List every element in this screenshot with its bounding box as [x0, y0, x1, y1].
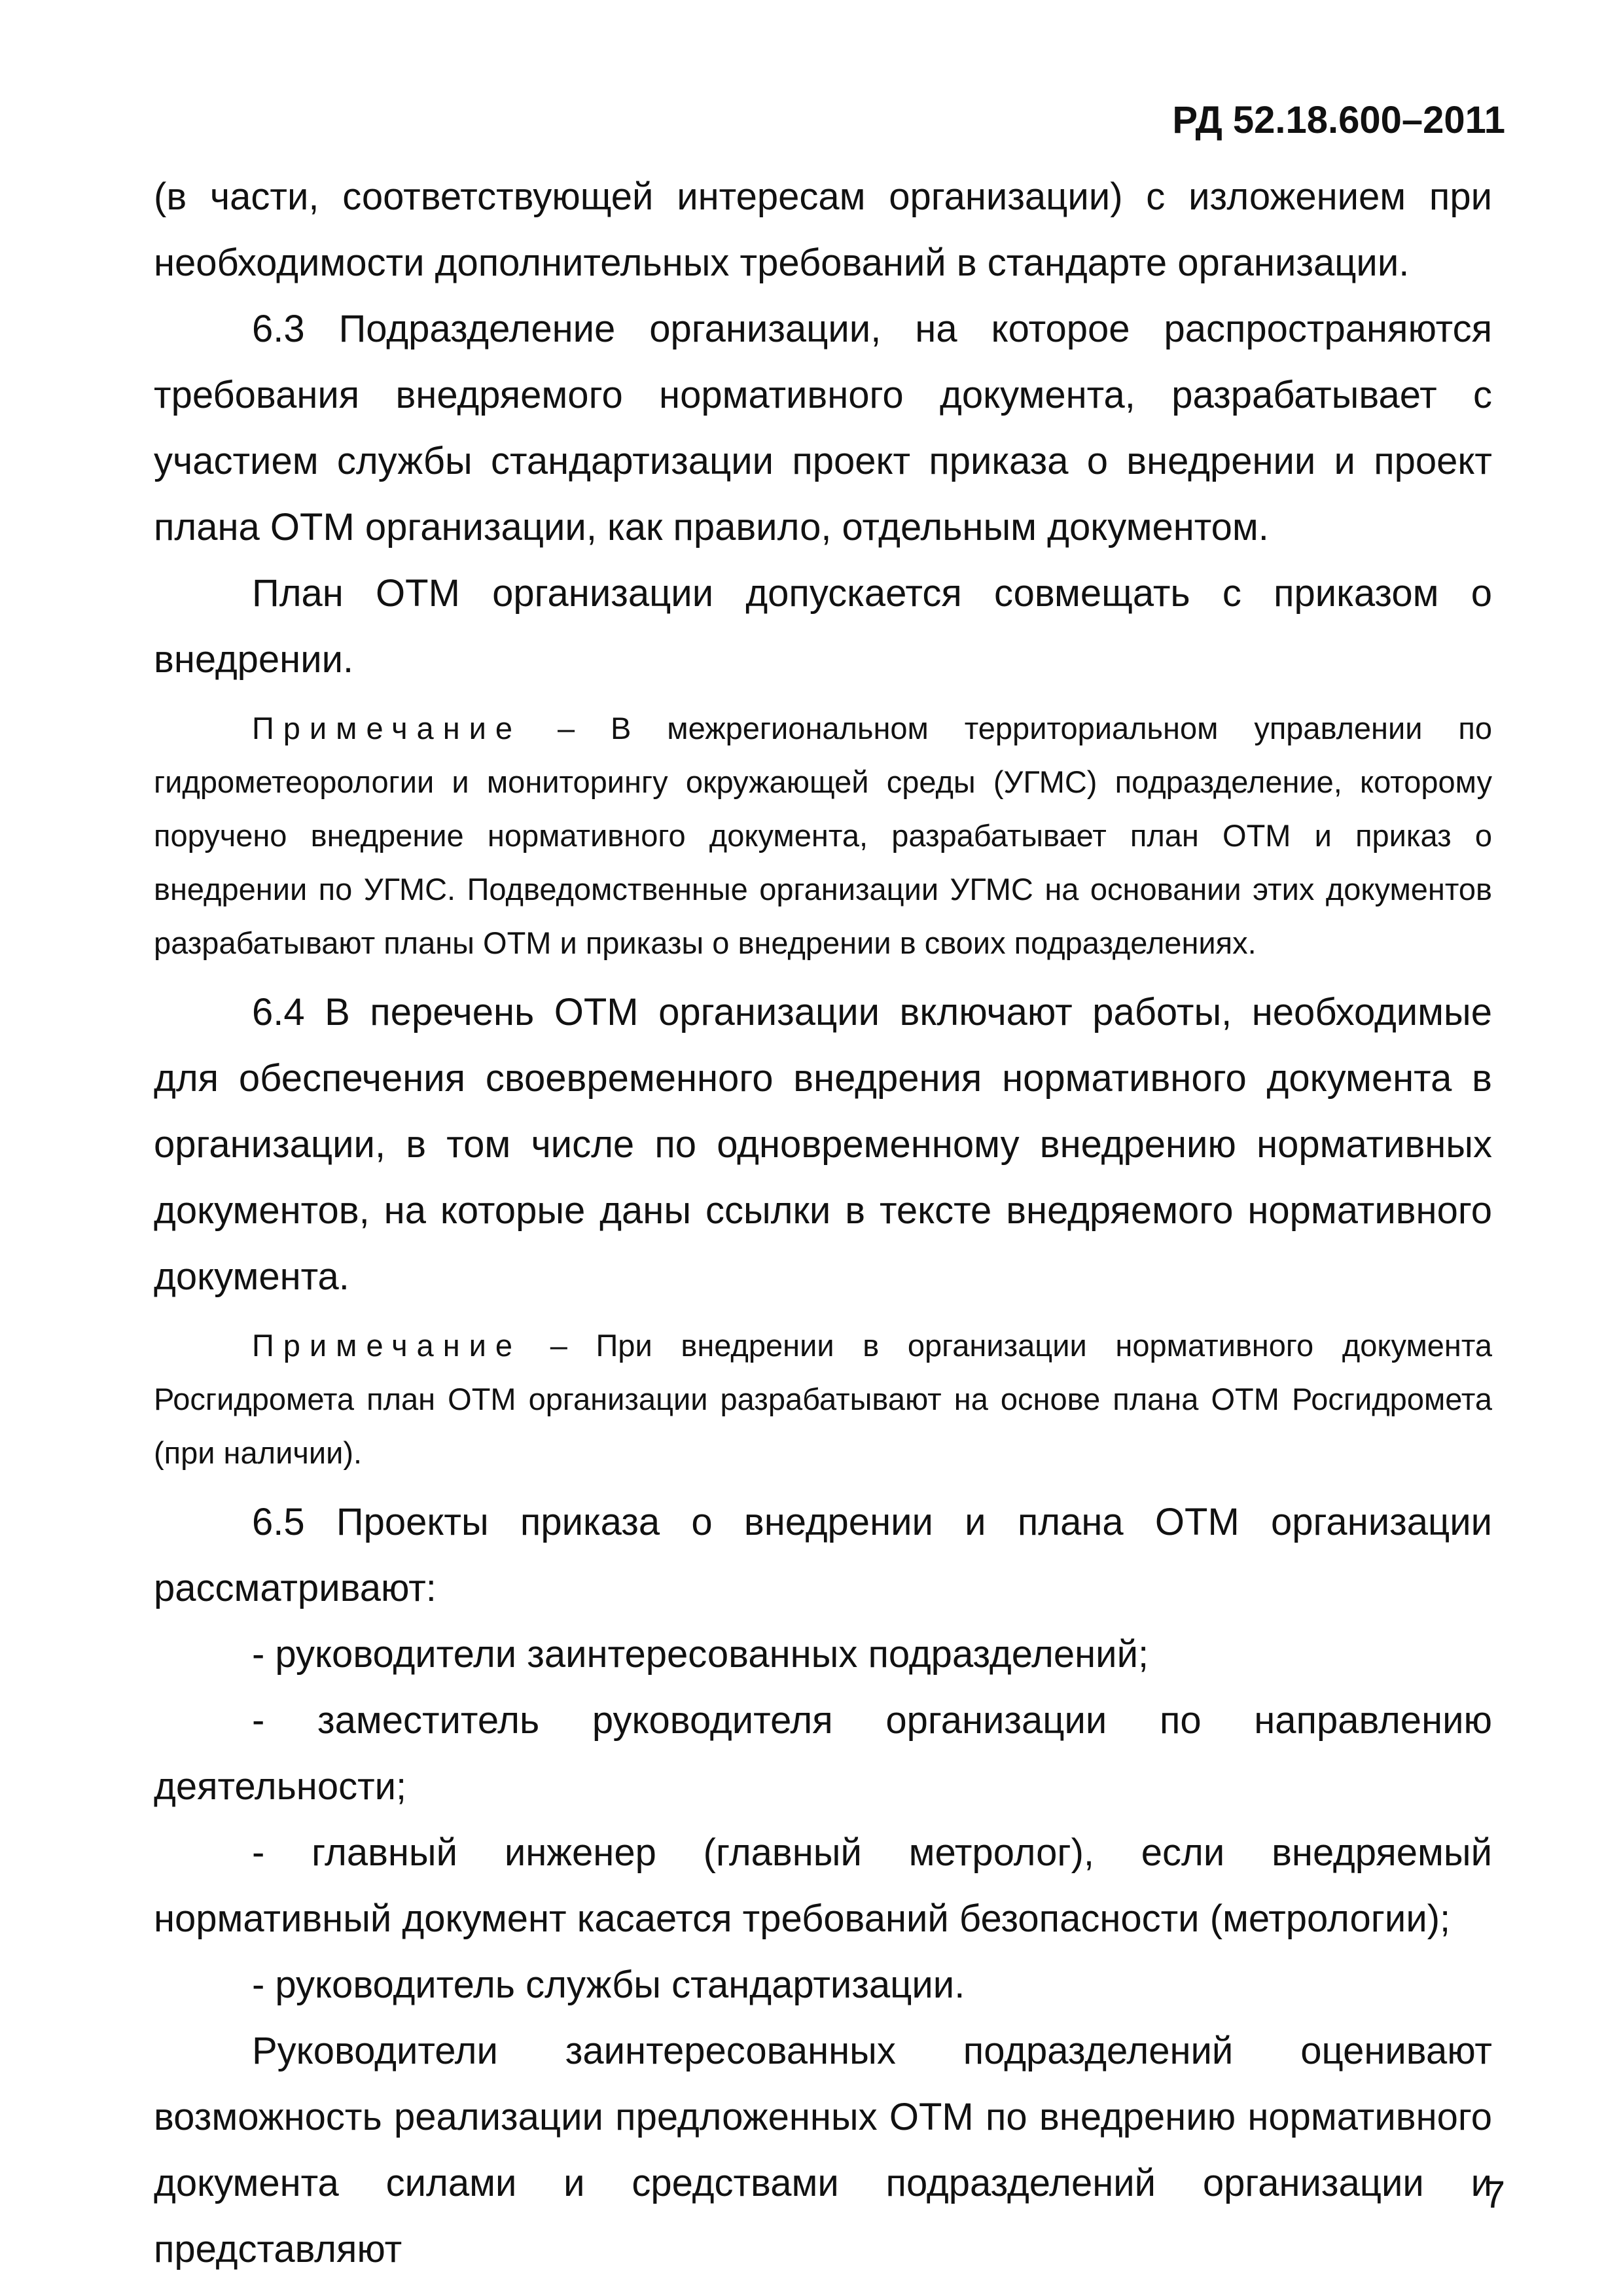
- note-1-label: Примечание: [252, 711, 522, 745]
- note-2-text: – При внедрении в организации нормативного документа Росгидромета план ОТМ организации разрабатывают на основе плана ОТМ Росгидромета (при наличии).: [154, 1328, 1492, 1470]
- paragraph-plan-otm: План ОТМ организации допускается совмещать с приказом о внедрении.: [154, 572, 1492, 681]
- paragraph-6-4: 6.4 В перечень ОТМ организации включают работы, необходимые для обеспечения своевременного внедрения нормативного документа в организации, в том числе по одновременному внедрению нормативных документов, на которые даны ссылки в тексте внедряемого нормативного документа.: [154, 991, 1492, 1298]
- note-2: [154, 1319, 1492, 1480]
- document-body: [154, 164, 1492, 2282]
- note-2-label: Примечание: [252, 1328, 522, 1363]
- note-1-text: – В межрегиональном территориальном управлении по гидрометеорологии и мониторингу окружающей среды (УГМС) подразделение, которому поручено внедрение нормативного документа, разрабатывает план ОТМ и приказ о внедрении по УГМС. Подведомственные организации УГМС на основании этих документов разрабатывают планы ОТМ и приказы о внедрении в своих подразделениях.: [154, 711, 1492, 960]
- document-code: РД 52.18.600–2011: [1172, 99, 1505, 141]
- list-item: - главный инженер (главный метролог), если внедряемый нормативный документ касается требований безопасности (метрологии);: [154, 1831, 1492, 1940]
- note-1: [154, 702, 1492, 970]
- list-item: - руководитель службы стандартизации.: [252, 1964, 965, 2006]
- list-item: - руководители заинтересованных подразделений;: [252, 1633, 1149, 1676]
- paragraph-6-3: 6.3 Подразделение организации, на которое распространяются требования внедряемого нормативного документа, разрабатывает с участием службы стандартизации проект приказа о внедрении и проект плана ОТМ организации, как правило, отдельным документом.: [154, 308, 1492, 548]
- list-item: - заместитель руководителя организации по направлению деятельности;: [154, 1699, 1492, 1808]
- page-number: 7: [1484, 2174, 1505, 2216]
- paragraph-continuation: (в части, соответствующей интересам организации) с изложением при необходимости дополнительных требований в стандарте организации.: [154, 175, 1492, 284]
- paragraph-6-5: 6.5 Проекты приказа о внедрении и плана ОТМ организации рассматривают:: [154, 1501, 1492, 1609]
- paragraph-heads-evaluate: Руководители заинтересованных подразделений оценивают возможность реализации предложенных ОТМ по внедрению нормативного документа силами и средствами подразделений организации и представляют: [154, 2030, 1492, 2270]
